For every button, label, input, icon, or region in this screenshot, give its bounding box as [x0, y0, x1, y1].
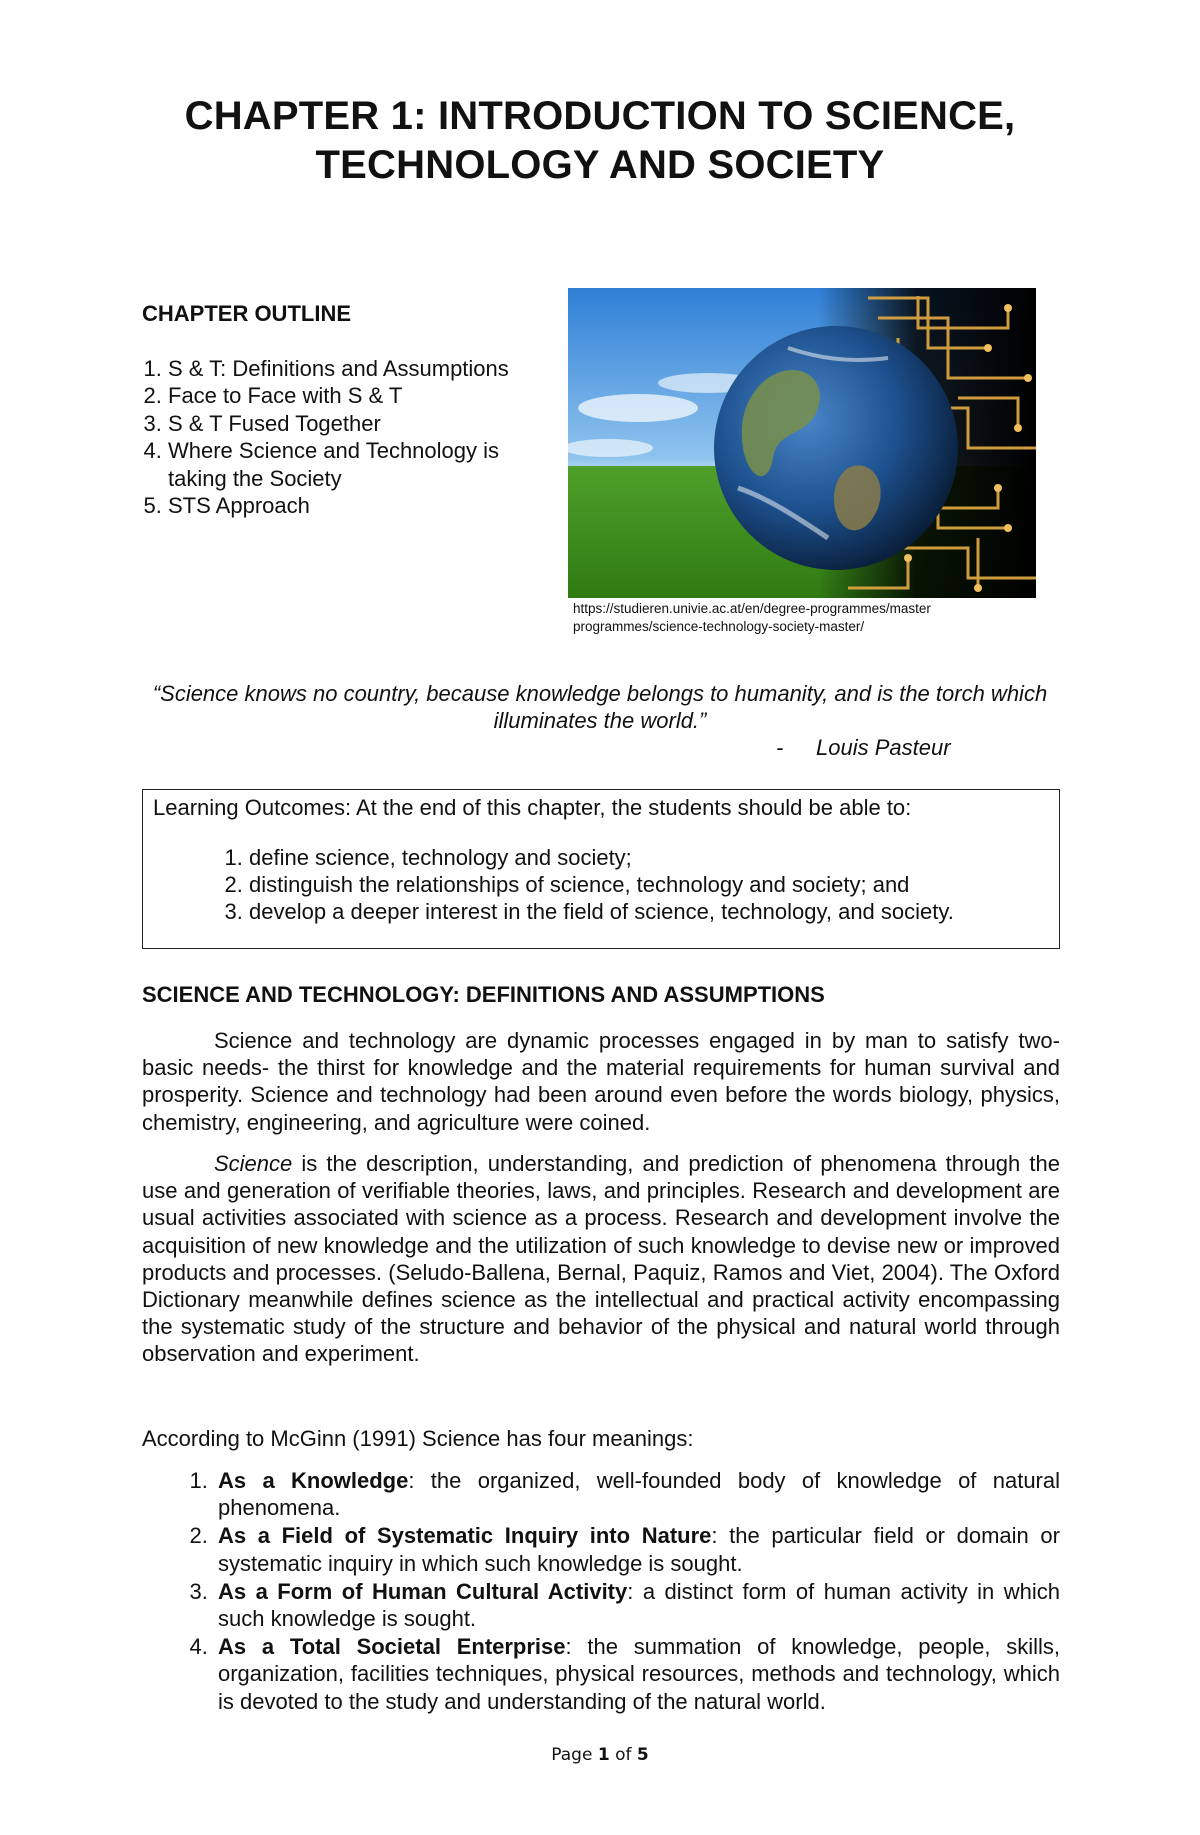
science-definition-text: is the description, understanding, and prediction of phenomena through the use and generation of verifiable theories, laws, and principles. Research and development are usual activities associated with science as a process. Research and development involve the acquisition of new knowledge and the utilization of such knowledge to devise new or improved products and processes. (Seludo-Ballena, Bernal, Paquiz, Ramos and Viet, 2004). The Oxford Dictionary meanwhile defines science as the intellectual and practical activity encompassing the systematic study of the structure and behavior of the physical and natural world through observation and experiment.	[142, 1151, 1060, 1367]
mcginn-intro: According to McGinn (1991) Science has four meanings:	[142, 1426, 694, 1451]
outline-item: 5. STS Approach	[168, 492, 562, 520]
earth-circuit-image	[568, 288, 1036, 598]
meaning-description: : a distinct form of human activity in which such knowledge is sought.	[218, 1578, 1061, 1632]
learning-outcomes-box	[142, 789, 1060, 949]
attribution-dash: -	[776, 735, 784, 760]
meaning-term: As a Knowledge	[218, 1468, 409, 1493]
image-source-line-1: https://studieren.univie.ac.at/en/degree-programmes/master	[573, 601, 931, 616]
meaning-description: : the organized, well-founded body of knowledge of natural phenomena.	[218, 1468, 1061, 1521]
image-source-line-2: programmes/science-technology-society-master/	[573, 619, 865, 634]
learning-outcome-item: 3. develop a deeper interest in the field of science, technology, and society.	[249, 898, 1049, 925]
science-meaning-item	[214, 1467, 1060, 1521]
learning-outcomes-list	[153, 844, 1049, 925]
meaning-term: As a Field of Systematic Inquiry into Nature	[218, 1523, 712, 1549]
quote-attribution	[776, 735, 951, 761]
page-number-footer	[0, 1745, 1200, 1765]
chapter-title-line-1: CHAPTER 1: INTRODUCTION TO SCIENCE,	[184, 94, 1016, 138]
meaning-description: : the particular field or domain or systematic inquiry in which such knowledge is sought.	[218, 1523, 1060, 1576]
paragraph-science-and-technology: Science and technology are dynamic processes engaged in by man to satisfy two-basic needs- the thirst for knowledge and the material requirements for human survival and prosperity. Science and technology had been around even before the words biology, physics, chemistry, engineering, and agriculture were coined.	[142, 1028, 1060, 1135]
learning-outcomes-intro: Learning Outcomes: At the end of this chapter, the students should be able to:	[153, 795, 912, 820]
paragraph-science-definition	[142, 1150, 1060, 1368]
science-meaning-item	[214, 1633, 1060, 1715]
learning-outcome-item: 1. define science, technology and society;	[249, 844, 1049, 871]
outline-item: 3. S & T Fused Together	[168, 410, 562, 438]
learning-outcome-item: 2. distinguish the relationships of science, technology and society; and	[249, 871, 1049, 898]
science-term: Science	[214, 1151, 293, 1176]
meaning-term: As a Total Societal Enterprise	[218, 1634, 566, 1660]
chapter-outline-list	[142, 355, 562, 520]
science-meaning-item	[214, 1578, 1060, 1632]
footer-page-word: Page	[551, 1745, 593, 1765]
footer-of-word: of	[615, 1745, 632, 1765]
outline-item: 4. Where Science and Technology is taking the Society	[168, 437, 562, 492]
chapter-outline-heading: CHAPTER OUTLINE	[142, 301, 351, 326]
section-heading: SCIENCE AND TECHNOLOGY: DEFINITIONS AND ASSUMPTIONS	[142, 982, 825, 1007]
chapter-title-line-2: TECHNOLOGY AND SOCIETY	[315, 143, 885, 187]
meaning-description: : the summation of knowledge, people, skills, organization, facilities techniques, physical resources, methods and technology, which is devoted to the study and understanding of the natural world.	[218, 1634, 1061, 1714]
pasteur-quote: “Science knows no country, because knowledge belongs to humanity, and is the torch which illuminates the world.”	[152, 681, 1048, 733]
science-meanings-list	[142, 1467, 1060, 1716]
chapter-title	[100, 92, 1100, 190]
image-source-caption	[573, 600, 1043, 636]
outline-item: 2. Face to Face with S & T	[168, 382, 562, 410]
outline-item: 1. S & T: Definitions and Assumptions	[168, 355, 562, 383]
footer-total-pages: 5	[636, 1745, 649, 1765]
science-meaning-item	[214, 1522, 1060, 1576]
quote-author-name: Louis Pasteur	[816, 735, 951, 760]
meaning-term: As a Form of Human Cultural Activity	[218, 1578, 628, 1604]
footer-current-page: 1	[597, 1745, 610, 1765]
chapter-outline	[142, 300, 562, 520]
